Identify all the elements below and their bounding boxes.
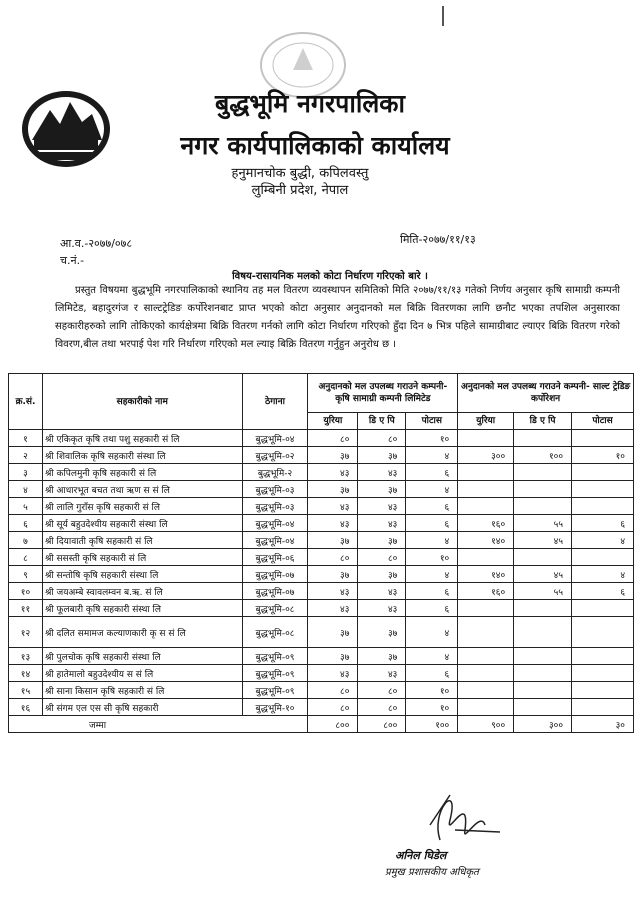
total-value: ३०० (514, 716, 572, 733)
row-dap-1: ३७ (358, 566, 406, 583)
row-potash-2: ४ (572, 532, 634, 549)
row-cooperative-name: श्री दियावाती कृषि सहकारी सं लि (42, 532, 242, 549)
table-row (9, 699, 634, 716)
row-address: बुद्धभूमि-०७ (242, 583, 308, 600)
row-potash-2 (572, 481, 634, 498)
row-address: बुद्धभूमि-०४ (242, 515, 308, 532)
letter-body: प्रस्तुत विषयमा बुद्धभूमि नगरपालिकाको स्थानिय तह मल वितरण व्यवस्थापन समितिको मिति २०७७/११/१३ गतेको निर्णय अनुसार कृषि सामाग्री कम्पनी लिमिटेड, बहादुरगंज र साल्टट्रेडिङ कर्पोरेशनबाट प्राप्त भएको कोटा अनुसार अनुदानको मल बिक्रि वितरणका लागि छनौट भएका तपशिल अनुसारका सहकारीहरुको लागि तोकिएको कार्यक्षेत्रमा बिक्रि वितरण गर्नको लागि कोटा निर्धारण गरिएको हुँदा दिन ७ भित्र पहिले सामाग्रीबाट ल्याएर बिक्रि वितरण गरेको विवरण,बील तथा भरपाई पेश गरि निर्धारण गरिएको मल ल्याइ बिक्रि वितरण गर्नुहुन अनुरोध छ । (55, 285, 620, 350)
row-urea-1: ३७ (308, 447, 358, 464)
total-label: जम्मा (9, 716, 308, 733)
row-potash-1: ६ (406, 665, 458, 682)
municipality-logo (20, 88, 112, 170)
dispatch-number: च.नं.- (60, 254, 85, 267)
row-cooperative-name: श्री लालि गुराँस कृषि सहकारी सं लि (42, 498, 242, 515)
row-urea-2: १६० (458, 515, 514, 532)
subheader-urea-2: युरिया (458, 413, 514, 430)
row-sn: ११ (9, 600, 43, 617)
row-cooperative-name: श्री कपिलमुनी कृषि सहकारी सं लि (42, 464, 242, 481)
row-potash-2 (572, 464, 634, 481)
row-dap-2 (514, 430, 572, 447)
subheader-dap-1: डि ए पि (358, 413, 406, 430)
row-address: बुद्धभूमि-०९ (242, 648, 308, 665)
table-row (9, 648, 634, 665)
row-address: बुद्धभूमि-०४ (242, 430, 308, 447)
row-potash-2 (572, 665, 634, 682)
row-sn: १६ (9, 699, 43, 716)
row-urea-2 (458, 600, 514, 617)
row-dap-1: ४३ (358, 464, 406, 481)
row-potash-1: १० (406, 699, 458, 716)
row-potash-2 (572, 549, 634, 566)
row-urea-1: ४३ (308, 583, 358, 600)
subheader-potash-2: पोटास (572, 413, 634, 430)
row-urea-1: ४३ (308, 600, 358, 617)
row-sn: १० (9, 583, 43, 600)
row-dap-2 (514, 600, 572, 617)
row-sn: २ (9, 447, 43, 464)
row-urea-1: ८० (308, 430, 358, 447)
header-company-2: अनुदानको मल उपलब्ध गराउने कम्पनी- साल्ट ट्रेडिङ कर्पोरेशन (458, 374, 634, 413)
row-urea-1: ४३ (308, 515, 358, 532)
row-potash-1: ६ (406, 583, 458, 600)
row-urea-2 (458, 464, 514, 481)
row-potash-1: १० (406, 682, 458, 699)
signature (410, 770, 530, 850)
row-sn: १५ (9, 682, 43, 699)
letter-date: मिति-२०७७/११/१३ (400, 233, 476, 246)
row-urea-2 (458, 430, 514, 447)
row-dap-1: ३७ (358, 481, 406, 498)
row-urea-2 (458, 498, 514, 515)
row-urea-2: १४० (458, 566, 514, 583)
row-potash-1: ६ (406, 498, 458, 515)
row-address: बुद्धभूमि-०३ (242, 481, 308, 498)
table-row (9, 447, 634, 464)
table-row (9, 600, 634, 617)
subheader-potash-1: पोटास (406, 413, 458, 430)
row-cooperative-name: श्री जयअम्बे स्वावलम्वन ब.ऋ. सं लि (42, 583, 242, 600)
row-sn: १२ (9, 617, 43, 648)
row-dap-2 (514, 665, 572, 682)
row-potash-2: १० (572, 447, 634, 464)
row-cooperative-name: श्री आधारभूत बचत तथा ऋण स सं लि (42, 481, 242, 498)
row-urea-1: ४३ (308, 498, 358, 515)
row-dap-2: ४५ (514, 566, 572, 583)
table-row (9, 617, 634, 648)
row-urea-2 (458, 648, 514, 665)
table-row (9, 583, 634, 600)
total-value: १०० (406, 716, 458, 733)
row-address: बुद्धभूमि-०९ (242, 682, 308, 699)
row-dap-1: ८० (358, 430, 406, 447)
row-dap-1: ३७ (358, 648, 406, 665)
row-potash-1: १० (406, 430, 458, 447)
total-value: ८०० (308, 716, 358, 733)
row-sn: ६ (9, 515, 43, 532)
row-urea-2 (458, 682, 514, 699)
row-dap-2: १०० (514, 447, 572, 464)
table-row (9, 481, 634, 498)
quota-table (8, 373, 634, 733)
row-potash-1: ६ (406, 600, 458, 617)
row-dap-1: ८० (358, 682, 406, 699)
header-name: सहकारीको नाम (42, 374, 242, 430)
row-dap-2 (514, 549, 572, 566)
row-dap-1: ४३ (358, 665, 406, 682)
row-urea-2: १४० (458, 532, 514, 549)
row-potash-2: ४ (572, 566, 634, 583)
row-cooperative-name: श्री सन्तोषि कृषि सहकारी संस्था लि (42, 566, 242, 583)
row-urea-2 (458, 699, 514, 716)
row-urea-1: ८० (308, 682, 358, 699)
row-sn: ३ (9, 464, 43, 481)
row-urea-2: १६० (458, 583, 514, 600)
row-urea-2 (458, 481, 514, 498)
row-dap-2 (514, 682, 572, 699)
row-cooperative-name: श्री एकिकृत कृषि तथा पशु सहकारी सं लि (42, 430, 242, 447)
row-cooperative-name: श्री हातेमालो बहुउदेश्यीय स सं लि (42, 665, 242, 682)
row-potash-1: ४ (406, 617, 458, 648)
row-dap-2: ५५ (514, 583, 572, 600)
row-potash-1: ४ (406, 532, 458, 549)
row-dap-1: ३७ (358, 447, 406, 464)
row-dap-2 (514, 498, 572, 515)
margin-mark (442, 6, 444, 26)
row-dap-2: ४५ (514, 532, 572, 549)
row-urea-2 (458, 549, 514, 566)
row-urea-1: ३७ (308, 648, 358, 665)
row-potash-1: ६ (406, 515, 458, 532)
row-cooperative-name: श्री संगम एल एस सी कृषि सहकारी (42, 699, 242, 716)
table-row (9, 430, 634, 447)
row-urea-1: ३७ (308, 481, 358, 498)
row-potash-2 (572, 430, 634, 447)
address-line-2: लुम्बिनी प्रदेश, नेपाल (251, 183, 349, 198)
row-potash-1: ४ (406, 566, 458, 583)
row-address: बुद्धभूमि-०२ (242, 447, 308, 464)
row-address: बुद्धभूमि-०९ (242, 665, 308, 682)
total-value: ३० (572, 716, 634, 733)
row-sn: ५ (9, 498, 43, 515)
row-urea-1: ३७ (308, 617, 358, 648)
table-row (9, 464, 634, 481)
row-dap-2: ५५ (514, 515, 572, 532)
row-dap-1: ३७ (358, 617, 406, 648)
row-sn: १४ (9, 665, 43, 682)
row-urea-1: ४३ (308, 464, 358, 481)
row-cooperative-name: श्री ससस्ती कृषि सहकारी सं लि (42, 549, 242, 566)
row-cooperative-name: श्री फूलबारी कृषि सहकारी संस्था लि (42, 600, 242, 617)
row-dap-1: ३७ (358, 532, 406, 549)
total-value: ८०० (358, 716, 406, 733)
signatory-name: अनिल घिडेल (395, 849, 447, 862)
header-sn: क्र.सं. (9, 374, 43, 430)
row-sn: ४ (9, 481, 43, 498)
office-address (200, 165, 400, 199)
table-row (9, 682, 634, 699)
row-sn: १३ (9, 648, 43, 665)
subheader-urea-1: युरिया (308, 413, 358, 430)
row-dap-2 (514, 699, 572, 716)
row-urea-2 (458, 665, 514, 682)
row-dap-2 (514, 481, 572, 498)
row-potash-2 (572, 617, 634, 648)
row-dap-2 (514, 464, 572, 481)
row-dap-2 (514, 617, 572, 648)
row-potash-1: १० (406, 549, 458, 566)
row-address: बुद्धभूमि-०७ (242, 566, 308, 583)
letter-subject: विषय-रासायनिक मलको कोटा निर्धारण गरिएको बारे । (232, 271, 428, 282)
row-potash-1: ४ (406, 648, 458, 665)
row-potash-2 (572, 699, 634, 716)
row-potash-2: ६ (572, 583, 634, 600)
header-company-1: अनुदानको मल उपलब्ध गराउने कम्पनी- कृषि सामाग्री कम्पनी लिमिटेड (308, 374, 458, 413)
row-address: बुद्धभूमि-०८ (242, 600, 308, 617)
row-potash-2: ६ (572, 515, 634, 532)
row-sn: ७ (9, 532, 43, 549)
subheader-dap-2: डि ए पि (514, 413, 572, 430)
row-dap-1: ४३ (358, 583, 406, 600)
row-cooperative-name: श्री दलित समामज कल्याणकारी कृ स सं लि (42, 617, 242, 648)
row-address: बुद्धभूमि-२ (242, 464, 308, 481)
table-row (9, 549, 634, 566)
table-row (9, 515, 634, 532)
row-potash-2 (572, 682, 634, 699)
row-potash-1: ६ (406, 464, 458, 481)
row-address: बुद्धभूमि-१० (242, 699, 308, 716)
table-row (9, 532, 634, 549)
row-address: बुद्धभूमि-०८ (242, 617, 308, 648)
row-potash-2 (572, 498, 634, 515)
total-value: ९०० (458, 716, 514, 733)
table-row (9, 498, 634, 515)
row-cooperative-name: श्री सूर्य बहुउदेश्यीय सहकारी संस्था लि (42, 515, 242, 532)
row-cooperative-name: श्री पुलचोक कृषि सहकारी संस्था लि (42, 648, 242, 665)
table-row (9, 665, 634, 682)
row-sn: १ (9, 430, 43, 447)
row-urea-1: ८० (308, 549, 358, 566)
row-dap-2 (514, 648, 572, 665)
fiscal-year: आ.व.-२०७७/०७८ (60, 237, 133, 250)
row-sn: ८ (9, 549, 43, 566)
row-urea-1: ३७ (308, 566, 358, 583)
signatory-designation: प्रमुख प्रशासकीय अधिकृत (385, 867, 479, 878)
table-row (9, 566, 634, 583)
row-potash-2 (572, 648, 634, 665)
row-potash-1: ४ (406, 447, 458, 464)
row-urea-1: ४३ (308, 665, 358, 682)
row-urea-2: ३०० (458, 447, 514, 464)
address-line-1: हनुमानचोक बुद्धी, कपिलवस्तु (231, 166, 369, 181)
row-dap-1: ४३ (358, 600, 406, 617)
row-urea-1: ८० (308, 699, 358, 716)
row-dap-1: ८० (358, 549, 406, 566)
quota-table-body (9, 430, 634, 716)
row-urea-1: ३७ (308, 532, 358, 549)
office-title: नगर कार्यपालिकाको कार्यालय (180, 131, 450, 160)
row-potash-2 (572, 600, 634, 617)
row-address: बुद्धभूमि-०६ (242, 549, 308, 566)
row-dap-1: ८० (358, 699, 406, 716)
row-dap-1: ४३ (358, 498, 406, 515)
header-address: ठेगाना (242, 374, 308, 430)
row-potash-1: ४ (406, 481, 458, 498)
row-cooperative-name: श्री साना किसान कृषि सहकारी सं लि (42, 682, 242, 699)
municipality-title: बुद्धभूमि नगरपालिका (215, 89, 405, 118)
row-dap-1: ४३ (358, 515, 406, 532)
row-cooperative-name: श्री शिवालिक कृषि सहकारी संस्था लि (42, 447, 242, 464)
row-sn: ९ (9, 566, 43, 583)
row-urea-2 (458, 617, 514, 648)
row-address: बुद्धभूमि-०३ (242, 498, 308, 515)
row-address: बुद्धभूमि-०४ (242, 532, 308, 549)
